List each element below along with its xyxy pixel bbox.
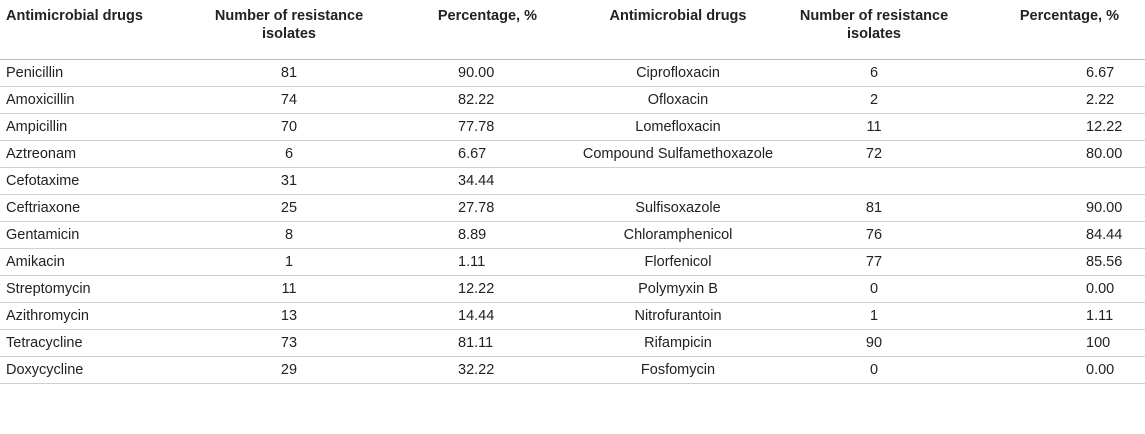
drug-name-cell: Streptomycin [0,276,205,303]
resistance-count-cell: 0 [793,276,955,303]
resistance-count-cell: 31 [205,168,373,195]
resistance-count-cell: 29 [205,357,373,384]
drug-name-cell: Tetracycline [0,330,205,357]
header-drugs-2: Antimicrobial drugs [563,0,793,60]
percentage-cell: 32.22 [373,357,563,384]
percentage-cell: 90.00 [955,195,1145,222]
resistance-count-cell: 11 [205,276,373,303]
resistance-count-cell: 74 [205,87,373,114]
percentage-cell: 1.11 [373,249,563,276]
table-row [0,87,1145,114]
table-row [0,249,1145,276]
drug-name-cell: Fosfomycin [563,357,793,384]
percentage-cell: 82.22 [373,87,563,114]
drug-name-cell: Rifampicin [563,330,793,357]
resistance-count-cell: 13 [205,303,373,330]
percentage-cell: 100 [955,330,1145,357]
resistance-count-cell: 1 [205,249,373,276]
drug-name-cell: Amikacin [0,249,205,276]
resistance-count-cell: 6 [205,141,373,168]
percentage-cell: 81.11 [373,330,563,357]
percentage-cell: 12.22 [373,276,563,303]
resistance-count-cell: 72 [793,141,955,168]
resistance-count-cell: 73 [205,330,373,357]
resistance-count-cell: 90 [793,330,955,357]
drug-name-cell: Gentamicin [0,222,205,249]
table-row [0,195,1145,222]
drug-name-cell: Nitrofurantoin [563,303,793,330]
resistance-count-cell [793,168,955,195]
resistance-count-cell: 1 [793,303,955,330]
percentage-cell: 2.22 [955,87,1145,114]
table-row [0,168,1145,195]
resistance-count-cell: 2 [793,87,955,114]
percentage-cell: 77.78 [373,114,563,141]
table-body [0,60,1145,384]
drug-name-cell: Penicillin [0,60,205,87]
drug-name-cell: Ofloxacin [563,87,793,114]
percentage-cell: 6.67 [373,141,563,168]
percentage-cell: 84.44 [955,222,1145,249]
resistance-count-cell: 81 [205,60,373,87]
resistance-count-cell: 11 [793,114,955,141]
percentage-cell: 6.67 [955,60,1145,87]
header-row [0,0,1145,60]
table-header [0,0,1145,60]
table-row [0,222,1145,249]
resistance-count-cell: 76 [793,222,955,249]
resistance-count-cell: 25 [205,195,373,222]
percentage-cell: 80.00 [955,141,1145,168]
drug-name-cell: Lomefloxacin [563,114,793,141]
table-row [0,303,1145,330]
table-row [0,357,1145,384]
drug-name-cell: Polymyxin B [563,276,793,303]
drug-name-cell [563,168,793,195]
drug-name-cell: Chloramphenicol [563,222,793,249]
table-row [0,60,1145,87]
percentage-cell: 12.22 [955,114,1145,141]
table-row [0,114,1145,141]
percentage-cell: 0.00 [955,276,1145,303]
header-count-1: Number of resistance isolates [205,0,373,60]
table-row [0,276,1145,303]
drug-name-cell: Ceftriaxone [0,195,205,222]
resistance-count-cell: 6 [793,60,955,87]
percentage-cell: 1.11 [955,303,1145,330]
table-row [0,330,1145,357]
header-percentage-2: Percentage, % [955,0,1145,60]
resistance-count-cell: 0 [793,357,955,384]
drug-name-cell: Ampicillin [0,114,205,141]
resistance-count-cell: 81 [793,195,955,222]
drug-name-cell: Sulfisoxazole [563,195,793,222]
header-count-2: Number of resistance isolates [793,0,955,60]
percentage-cell: 0.00 [955,357,1145,384]
percentage-cell: 27.78 [373,195,563,222]
percentage-cell: 85.56 [955,249,1145,276]
percentage-cell: 14.44 [373,303,563,330]
header-percentage-1: Percentage, % [373,0,563,60]
drug-name-cell: Aztreonam [0,141,205,168]
drug-name-cell: Florfenicol [563,249,793,276]
drug-name-cell: Amoxicillin [0,87,205,114]
resistance-count-cell: 77 [793,249,955,276]
percentage-cell: 90.00 [373,60,563,87]
resistance-count-cell: 70 [205,114,373,141]
drug-name-cell: Doxycycline [0,357,205,384]
percentage-cell: 8.89 [373,222,563,249]
drug-name-cell: Azithromycin [0,303,205,330]
drug-name-cell: Cefotaxime [0,168,205,195]
table-row [0,141,1145,168]
resistance-count-cell: 8 [205,222,373,249]
percentage-cell: 34.44 [373,168,563,195]
header-drugs-1: Antimicrobial drugs [0,0,205,60]
percentage-cell [955,168,1145,195]
drug-name-cell: Ciprofloxacin [563,60,793,87]
drug-name-cell: Compound Sulfamethoxazole [563,141,793,168]
